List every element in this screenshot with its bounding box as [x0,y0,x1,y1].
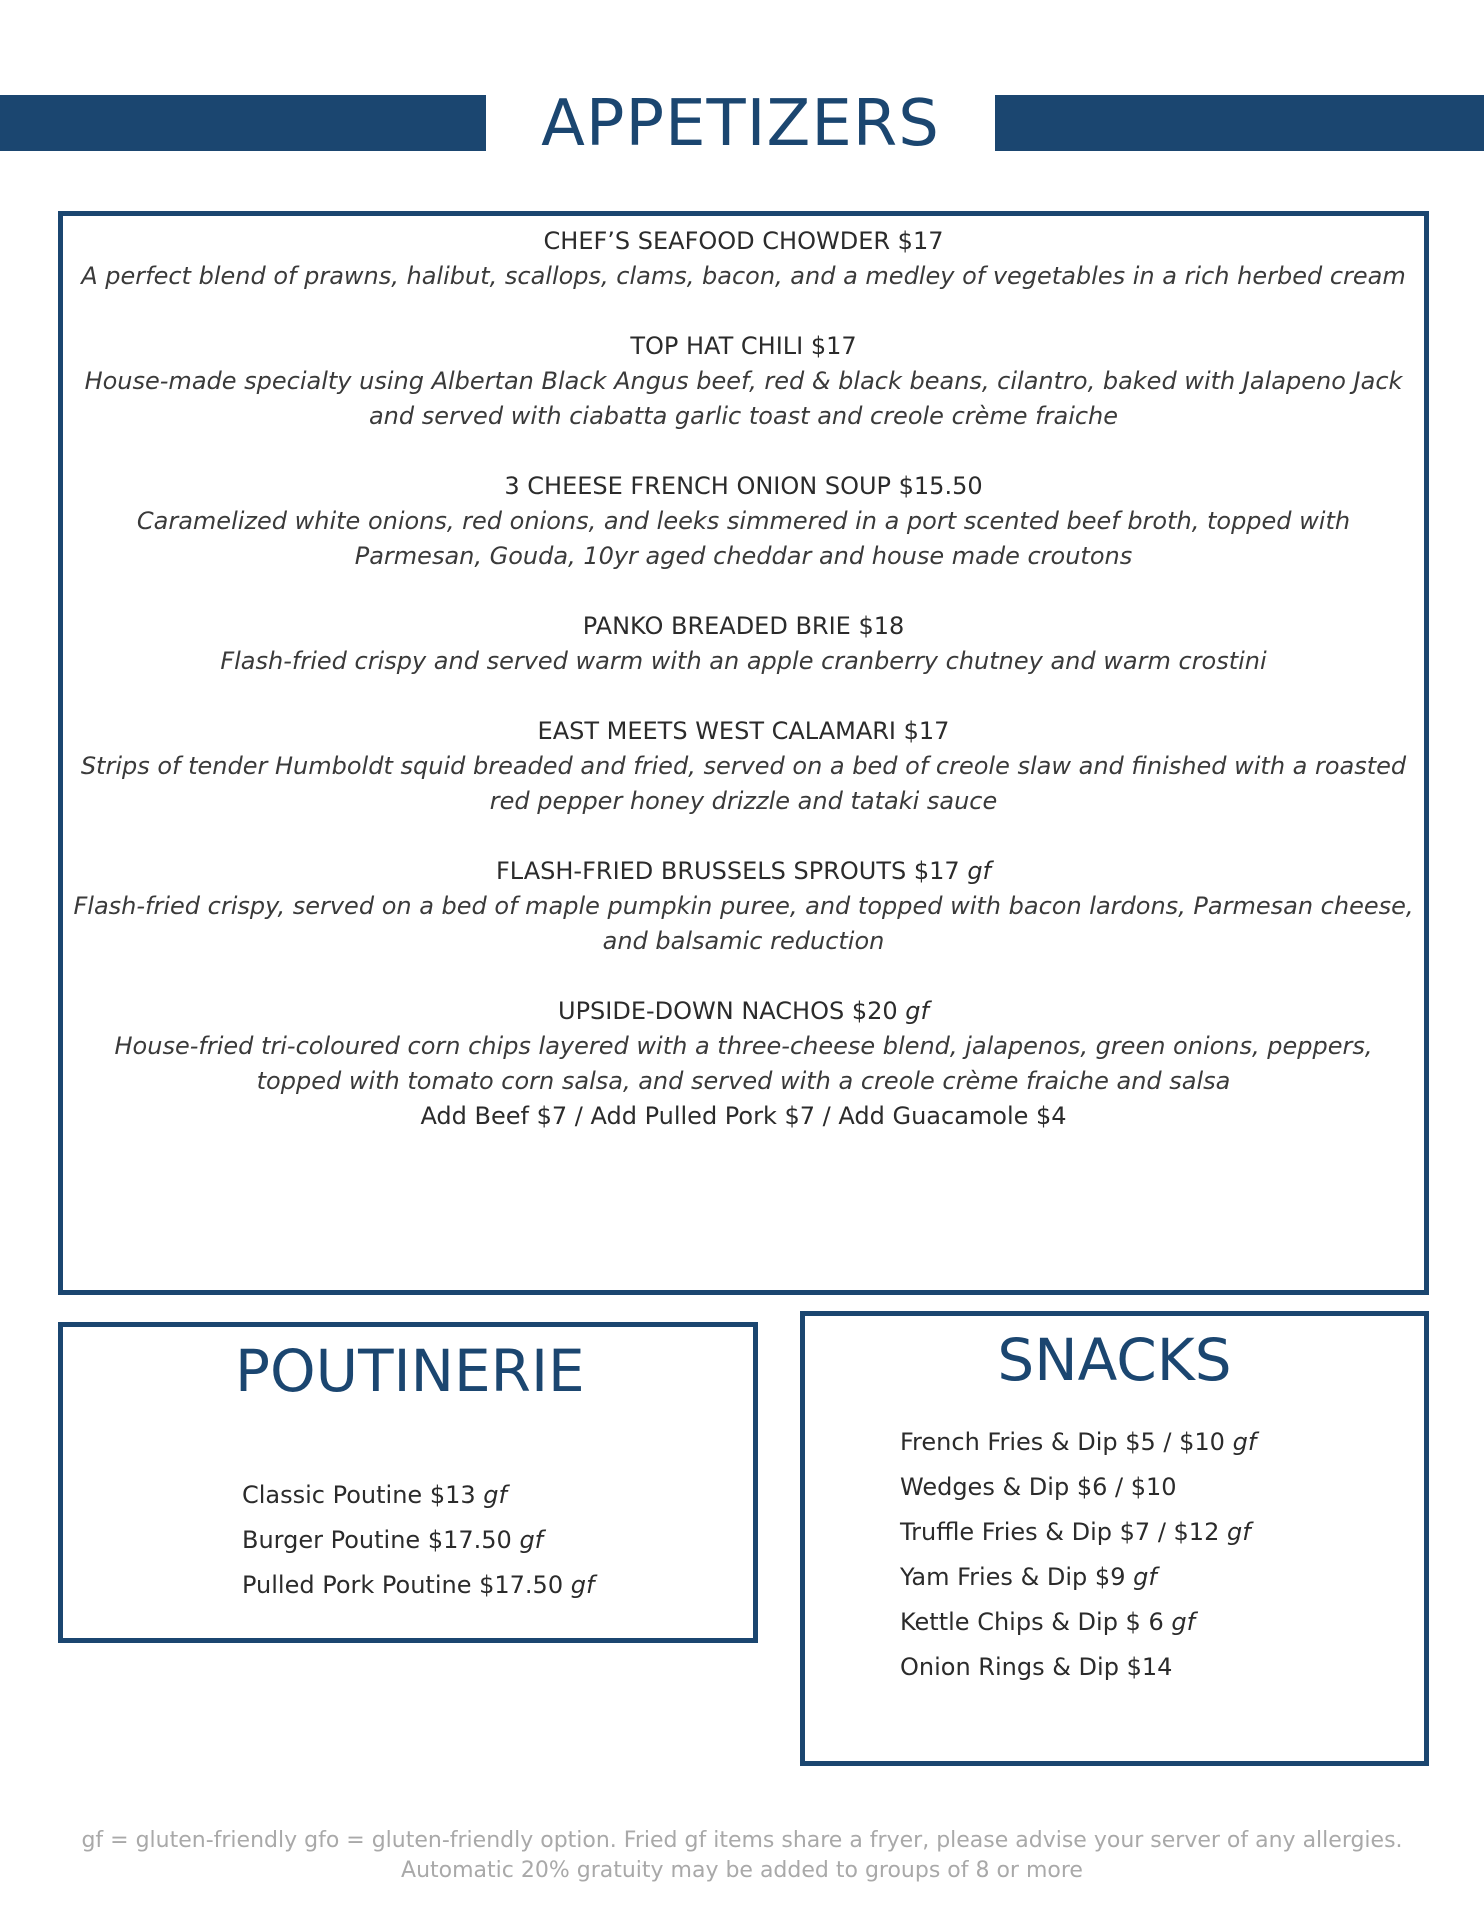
item-description: House-made specialty using Albertan Black Angus beef, red & black beans, cilantro, baked with Jalapeno Jack and served with ciabatta garlic toast and creole crème fraiche [84,367,1403,430]
page-title: APPETIZERS [541,87,940,161]
item-add-ons: Add Beef $7 / Add Pulled Pork $7 / Add Guacamole $4 [420,1102,1067,1130]
item-name: PANKO BREADED BRIE $18 [582,612,905,640]
menu-item [63,224,1424,294]
list-item: Burger Poutine $17.50 gf [242,1526,544,1554]
footer-note [0,1826,1484,1886]
item-description: Caramelized white onions, red onions, and leeks simmered in a port scented beef broth, topped with Parmesan, Gouda, 10yr aged cheddar and house made croutons [136,507,1351,570]
gf-tag: gf [570,1571,595,1599]
snacks-box [800,1311,1429,1766]
item-name: UPSIDE-DOWN NACHOS $20 gf [558,997,929,1025]
footer-line-gratuity: Automatic 20% gratuity may be added to groups of 8 or more [401,1858,1083,1883]
item-description: A perfect blend of prawns, halibut, scallops, clams, bacon, and a medley of vegetables in a rich herbed cream [81,262,1406,290]
gf-tag: gf [483,1481,507,1509]
menu-item [63,469,1424,574]
menu-item [63,854,1424,959]
poutinerie-title: POUTINERIE [235,1337,585,1405]
list-item: Classic Poutine $13 gf [242,1481,507,1509]
snacks-list [900,1420,1256,1690]
item-name: EAST MEETS WEST CALAMARI $17 [537,717,950,745]
gf-tag: gf [1227,1518,1251,1546]
item-description: House-fried tri-coloured corn chips layered with a three-cheese blend, jalapenos, green onions, peppers, topped with tomato corn salsa, and served with a creole crème fraiche and salsa [114,1032,1373,1095]
item-name: 3 CHEESE FRENCH ONION SOUP $15.50 [504,472,983,500]
item-description: Flash-fried crispy and served warm with an apple cranberry chutney and warm crostini [220,647,1267,675]
appetizers-list [63,224,1424,1169]
appetizers-box [58,211,1429,1295]
list-item: Wedges & Dip $6 / $10 [900,1473,1177,1501]
poutinerie-list [242,1473,594,1608]
item-name: CHEF’S SEAFOOD CHOWDER $17 [543,227,944,255]
item-name: FLASH-FRIED BRUSSELS SPROUTS $17 gf [496,857,991,885]
gf-tag: gf [1133,1563,1157,1591]
menu-item [63,994,1424,1134]
poutinerie-box [58,1322,758,1643]
gf-tag: gf [519,1526,544,1554]
snacks-title: SNACKS [997,1326,1232,1394]
gf-tag: gf [967,857,991,885]
gf-tag: gf [1232,1428,1257,1456]
item-name: TOP HAT CHILI $17 [630,332,857,360]
item-description: Flash-fried crispy, served on a bed of maple pumpkin puree, and topped with bacon lardons, Parmesan cheese, and balsamic reduction [73,892,1414,955]
header-bar-left [0,95,486,151]
menu-item [63,609,1424,679]
list-item: French Fries & Dip $5 / $10 gf [900,1428,1257,1456]
gf-tag: gf [1171,1608,1196,1636]
item-description: Strips of tender Humboldt squid breaded and fried, served on a bed of creole slaw and finished with a roasted red pepper honey drizzle and tataki sauce [80,752,1407,815]
menu-item [63,329,1424,434]
menu-item [63,714,1424,819]
list-item: Onion Rings & Dip $14 [900,1653,1173,1681]
gf-tag: gf [905,997,929,1025]
footer-line-gf: gf = gluten-friendly gfo = gluten-friendly option. Fried gf items share a fryer, please advise your server of any allergies. [81,1828,1403,1853]
list-item: Truffle Fries & Dip $7 / $12 gf [900,1518,1251,1546]
list-item: Pulled Pork Poutine $17.50 gf [242,1571,595,1599]
list-item: Yam Fries & Dip $9 gf [900,1563,1157,1591]
list-item: Kettle Chips & Dip $ 6 gf [900,1608,1196,1636]
header-bar-right [995,95,1484,151]
